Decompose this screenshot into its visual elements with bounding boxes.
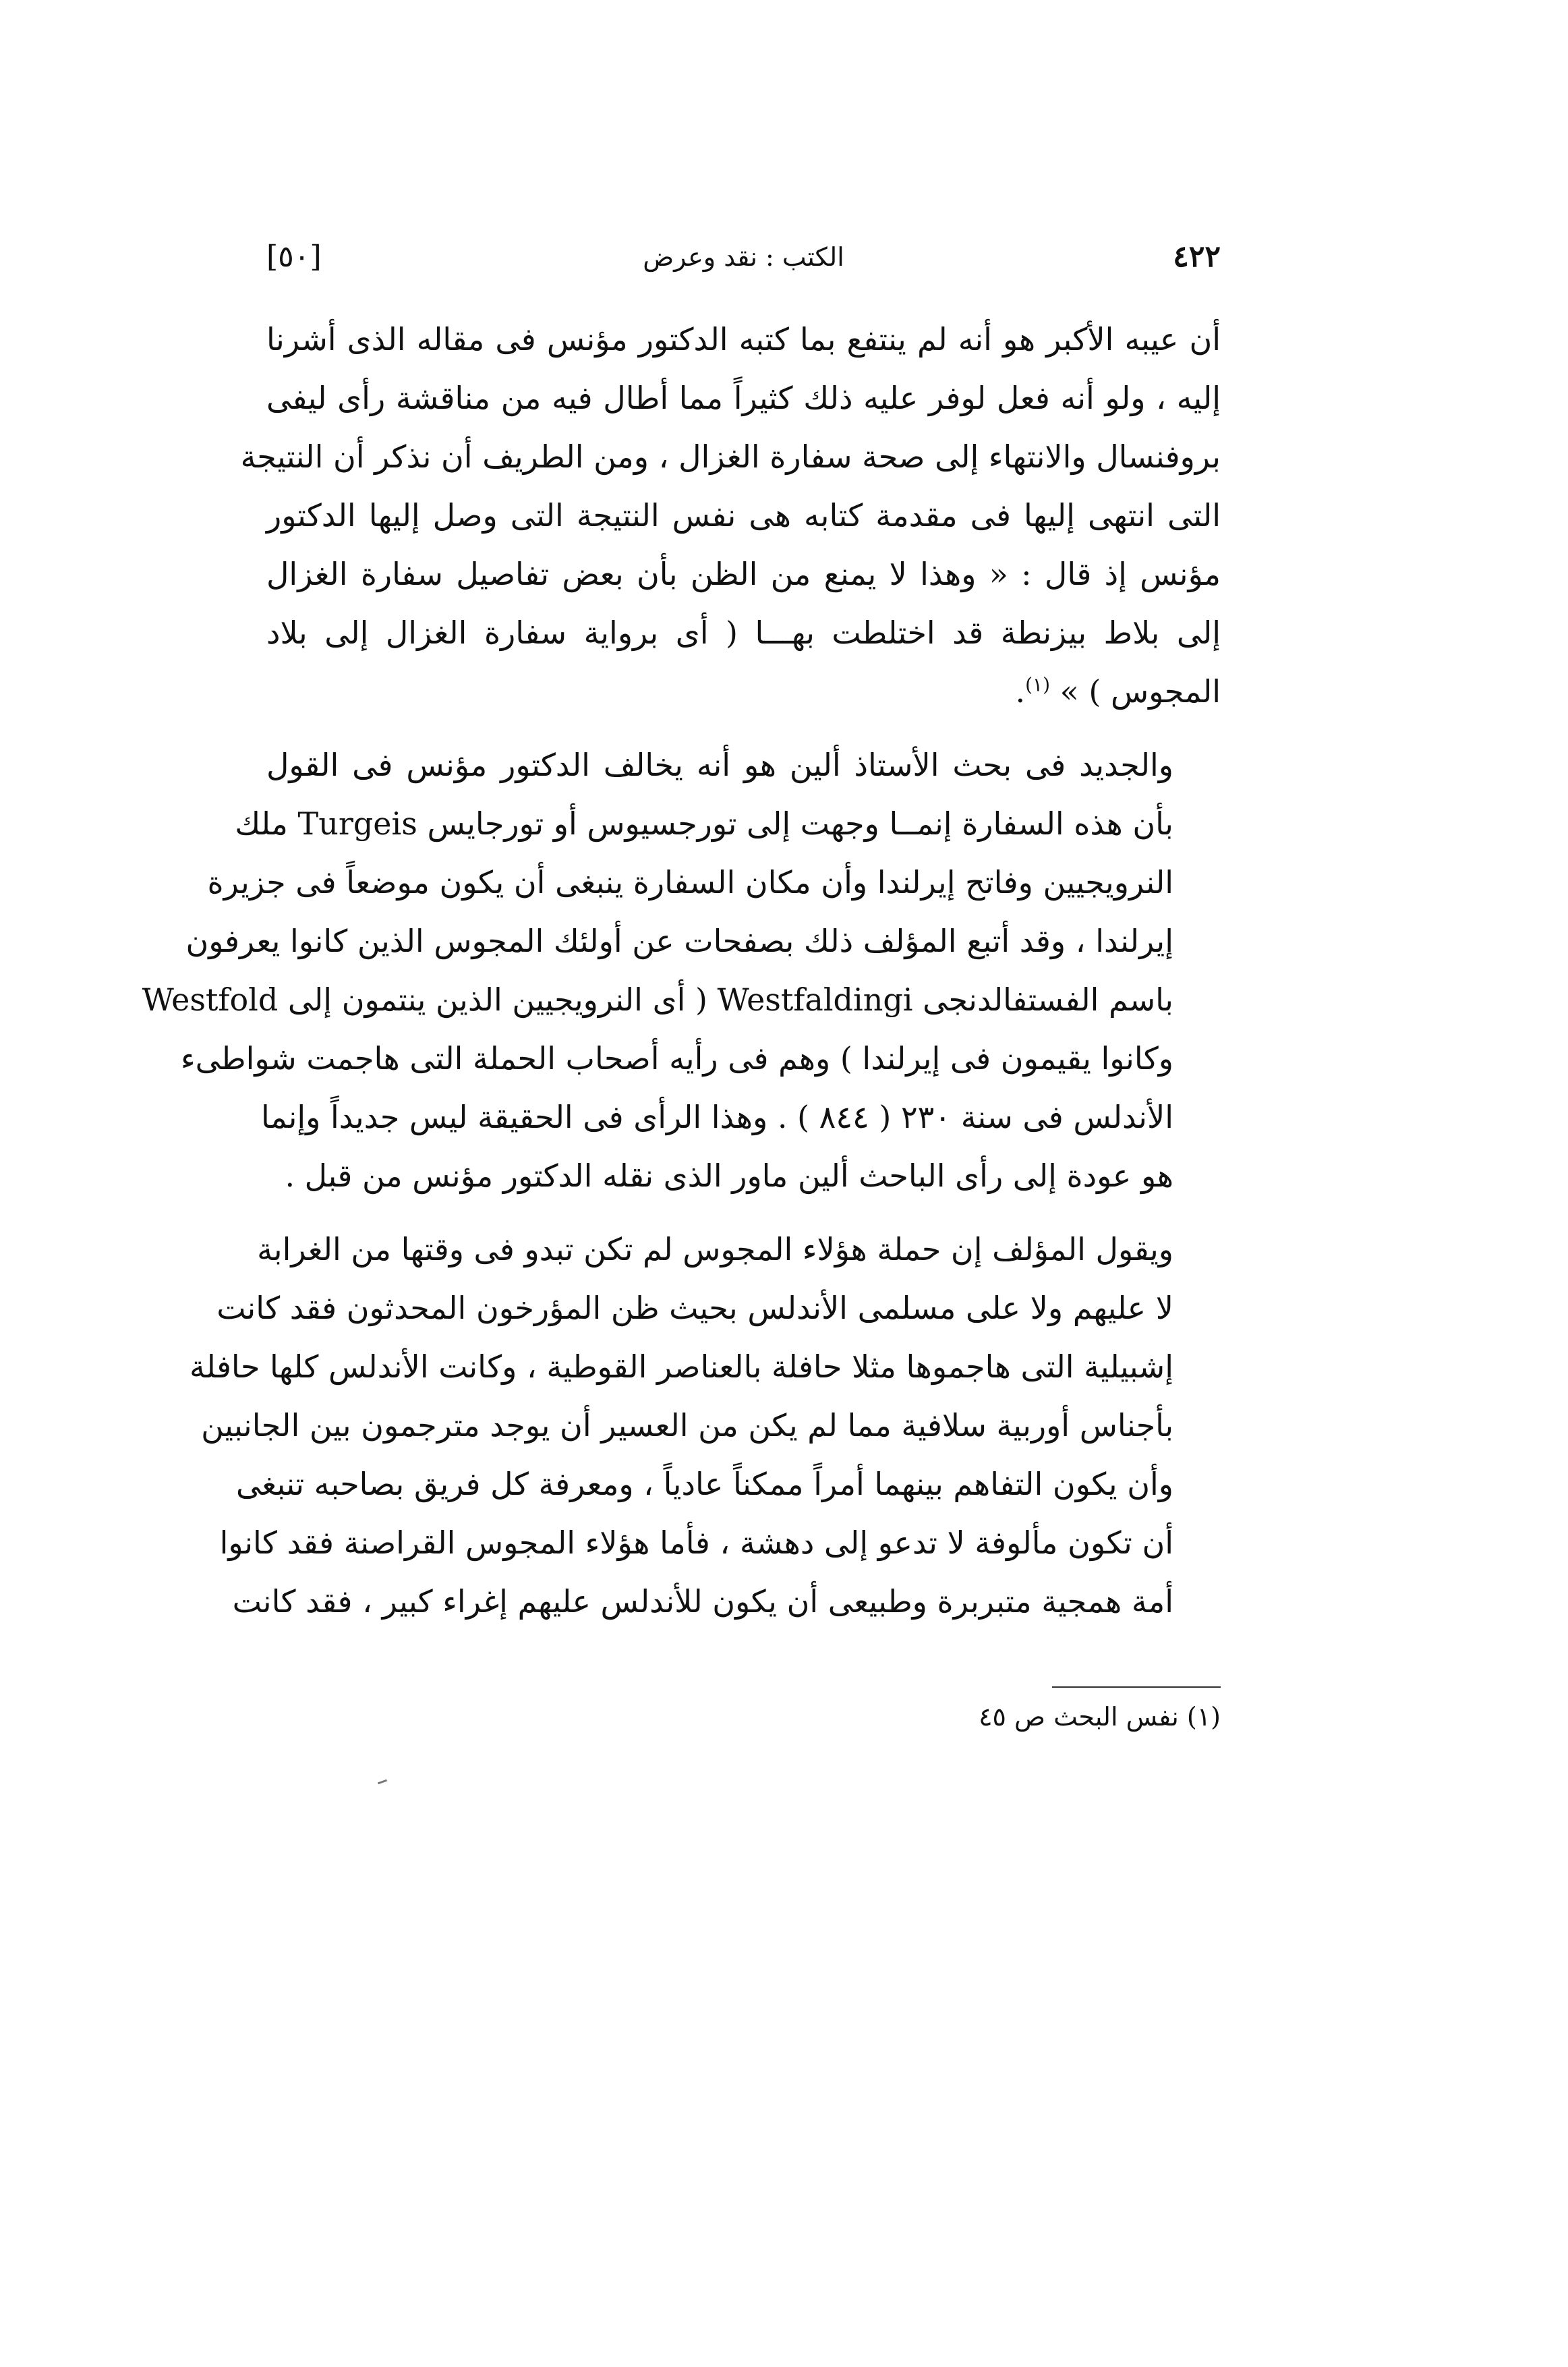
text-line: والجديد فى بحث الأستاذ ألين هو أنه يخالف الدكتور مؤنس فى القول [266, 747, 1173, 783]
text-line [266, 662, 1221, 721]
text-line: بأن هذه السفارة إنمــا وجهت إلى تورجسيوس أو تورجايس Turgeis ملك [235, 805, 1173, 842]
running-title: الكتب : نقد وعرض [643, 242, 844, 272]
text-line: أن تكون مألوفة لا تدعو إلى دهشة ، فأما هؤلاء المجوس القراصنة فقد كانوا [219, 1524, 1173, 1561]
section-number: [٥٠] [266, 239, 322, 274]
text-line: التى انتهى إليها فى مقدمة كتابه هى نفس النتيجة التى وصل إليها الدكتور [266, 497, 1221, 534]
text-line: إليه ، ولو أنه فعل لوفر عليه ذلك كثيراً مما أطال فيه من مناقشة رأى ليفى [266, 380, 1221, 416]
text-line: هو عودة إلى رأى الباحث ألين ماور الذى نقله الدكتور مؤنس من قبل . [285, 1158, 1173, 1194]
text-line: بأجناس أوربية سلافية مما لم يكن من العسير أن يوجد مترجمون بين الجانبين [201, 1407, 1173, 1444]
text-line: إيرلندا ، وقد أتبع المؤلف ذلك بصفحات عن أولئك المجوس الذين كانوا يعرفون [185, 923, 1173, 959]
text-line: بروفنسال والانتهاء إلى صحة سفارة الغزال ، ومن الطريف أن نذكر أن النتيجة [240, 438, 1221, 475]
text-line-content: المجوس ) » [1059, 673, 1221, 710]
text-line: لا عليهم ولا على مسلمى الأندلس بحيث ظن المؤرخون المحدثون فقد كانت [216, 1290, 1173, 1326]
text-line: مؤنس إذ قال : « وهذا لا يمنع من الظن بأن بعض تفاصيل سفارة الغزال [266, 556, 1221, 592]
text-line: إلى بلاط بيزنطة قد اختلطت بهـــا ( أى برواية سفارة الغزال إلى بلاد [266, 615, 1221, 651]
text-line: إشبيلية التى هاجموها مثلا حافلة بالعناصر القوطية ، وكانت الأندلس كلها حافلة [190, 1348, 1173, 1385]
text-line: ويقول المؤلف إن حملة هؤلاء المجوس لم تكن تبدو فى وقتها من الغرابة [257, 1231, 1173, 1267]
paragraph-2 [142, 736, 1221, 1205]
scan-mark [378, 1779, 387, 1785]
text-line: وكانوا يقيمون فى إيرلندا ) وهم فى رأيه أصحاب الحملة التى هاجمت شواطىء [181, 1040, 1173, 1077]
footnote: (١) نفس البحث ص ٤٥ [979, 1702, 1221, 1732]
footnote-divider [1052, 1686, 1221, 1688]
paragraph-3 [190, 1220, 1221, 1631]
text-line: أمة همجية متبربرة وطبيعى أن يكون للأندلس عليهم إغراء كبير ، فقد كانت [232, 1583, 1173, 1620]
text-line: وأن يكون التفاهم بينهما أمراً ممكناً عادياً ، ومعرفة كل فريق بصاحبه تنبغى [235, 1466, 1173, 1502]
page-number: ٤٢٢ [1173, 239, 1221, 274]
page-header [266, 239, 1221, 293]
text-line: النرويجيين وفاتح إيرلندا وأن مكان السفارة ينبغى أن يكون موضعاً فى جزيرة [207, 864, 1173, 901]
sentence-end: . [1015, 673, 1026, 710]
text-line: باسم الفستفالدنجى Westfaldingi ( أى النرويجيين الذين ينتمون إلى Westfold [142, 981, 1173, 1018]
text-line: الأندلس فى سنة ٢٣٠ ( ٨٤٤ ) . وهذا الرأى فى الحقيقة ليس جديداً وإنما [260, 1099, 1173, 1135]
body-text [142, 310, 1221, 1646]
text-line: أن عيبه الأكبر هو أنه لم ينتفع بما كتبه الدكتور مؤنس فى مقاله الذى أشرنا [266, 321, 1221, 358]
footnote-reference: (١) [1025, 673, 1051, 696]
paragraph-1 [240, 310, 1221, 721]
